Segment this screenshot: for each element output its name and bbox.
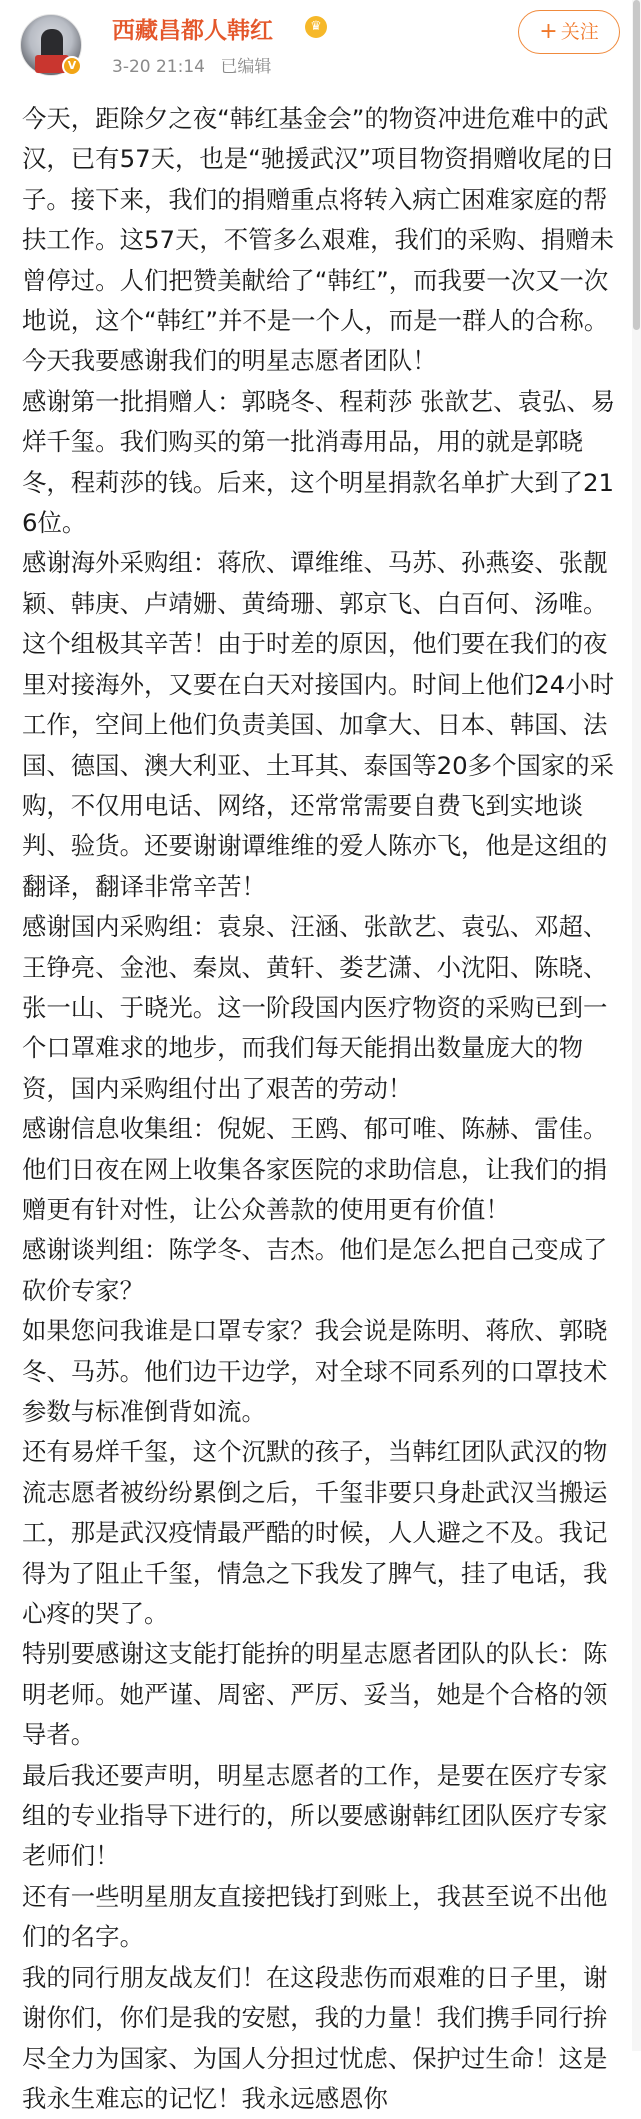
post-paragraph: 感谢国内采购组：袁泉、汪涵、张歆艺、袁弘、邓超、王铮亮、金池、秦岚、黄轩、娄艺潇、小沈阳、陈晓、张一山、于晓光。这一阶段国内医疗物资的采购已到一个口罩难求的地步，而我们每天能捐出数量庞大的物资，国内采购组付出了艰苦的劳动！ bbox=[22, 912, 608, 1103]
post-paragraph: 还有一些明星朋友直接把钱打到账上，我甚至说不出他们的名字。 bbox=[22, 1881, 608, 1952]
post-paragraph: 还有易烊千玺，这个沉默的孩子，当韩红团队武汉的物流志愿者被纷纷累倒之后，千玺非要只身赴武汉当搬运工，那是武汉疫情最严酷的时候，人人避之不及。我记得为了阻止千玺，情急之下我发了脾气，挂了电话，我心疼的哭了。 bbox=[22, 1437, 608, 1629]
post-meta bbox=[112, 52, 271, 77]
post-paragraph: 感谢海外采购组：蒋欣、谭维维、马苏、孙燕姿、张靓颖、韩庚、卢靖姗、黄绮珊、郭京飞、白百何、汤唯。这个组极其辛苦！由于时差的原因，他们要在我们的夜里对接海外，又要在白天对接国内。时间上他们24小时工作，空间上他们负责美国、加拿大、日本、韩国、法国、德国、澳大利亚、土耳其、泰国等20多个国家的采购，不仅用电话、网络，还常常需要自费飞到实地谈判、验货。还要谢谢谭维维的爱人陈亦飞，他是这组的翻译，翻译非常辛苦！ bbox=[22, 548, 615, 901]
post-date: 3-20 21:14 bbox=[112, 57, 205, 77]
verified-badge-icon: V bbox=[62, 56, 82, 76]
post-paragraph: 我的同行朋友战友们！在这段悲伤而艰难的日子里，谢谢你们，你们是我的安慰，我的力量！我们携手同行拚尽全力为国家、为国人分担过忧虑、保护过生命！这是我永生难忘的记忆！我永远感恩你 bbox=[22, 1962, 608, 2113]
post-paragraph: 特别要感谢这支能打能拚的明星志愿者团队的队长：陈明老师。她严谨、周密、严厉、妥当，她是个合格的领导者。 bbox=[22, 1639, 608, 1750]
scrollbar-thumb[interactable] bbox=[633, 0, 640, 330]
post-paragraph: 最后我还要声明，明星志愿者的工作，是要在医疗专家组的专业指导下进行的，所以要感谢韩红团队医疗专家老师们！ bbox=[22, 1760, 608, 1871]
post-paragraph: 感谢第一批捐赠人：郭晓冬、程莉莎 张歆艺、袁弘、易烊千玺。我们购买的第一批消毒用品，用的就是郭晓冬，程莉莎的钱。后来，这个明星捐款名单扩大到了216位。 bbox=[22, 386, 616, 538]
crown-icon: ♛ bbox=[305, 16, 327, 38]
follow-button[interactable] bbox=[518, 10, 620, 54]
plus-icon: + bbox=[539, 19, 558, 44]
post-paragraph: 感谢信息收集组：倪妮、王鸥、郁可唯、陈赫、雷佳。他们日夜在网上收集各家医院的求助信息，让我们的捐赠更有针对性，让公众善款的使用更有价值！ bbox=[22, 1114, 608, 1224]
author-name[interactable]: 西藏昌都人韩红 bbox=[112, 18, 273, 44]
follow-label: 关注 bbox=[560, 21, 599, 43]
post-paragraph: 感谢谈判组：陈学冬、吉杰。他们是怎么把自己变成了砍价专家？ bbox=[22, 1235, 608, 1305]
post-header bbox=[0, 0, 641, 90]
post-paragraph: 如果您问我谁是口罩专家？我会说是陈明、蒋欣、郭晓冬、马苏。他们边干边学，对全球不同系列的口罩技术参数与标准倒背如流。 bbox=[22, 1316, 608, 1426]
page-scrollbar[interactable] bbox=[632, 0, 641, 2051]
post-body bbox=[22, 99, 620, 2119]
edited-label[interactable]: 已编辑 bbox=[220, 57, 272, 77]
post-paragraph: 今天，距除夕之夜“韩红基金会”的物资冲进危难中的武汉，已有57天，也是“驰援武汉”项目物资捐赠收尾的日子。接下来，我们的捐赠重点将转入病亡困难家庭的帮扶工作。这57天，不管多么艰难，我们的采购、捐赠未曾停过。人们把赞美献给了“韩红”，而我要一次又一次地说，这个“韩红”并不是一个人，而是一群人的合称。今天我要感谢我们的明星志愿者团队！ bbox=[22, 104, 615, 376]
